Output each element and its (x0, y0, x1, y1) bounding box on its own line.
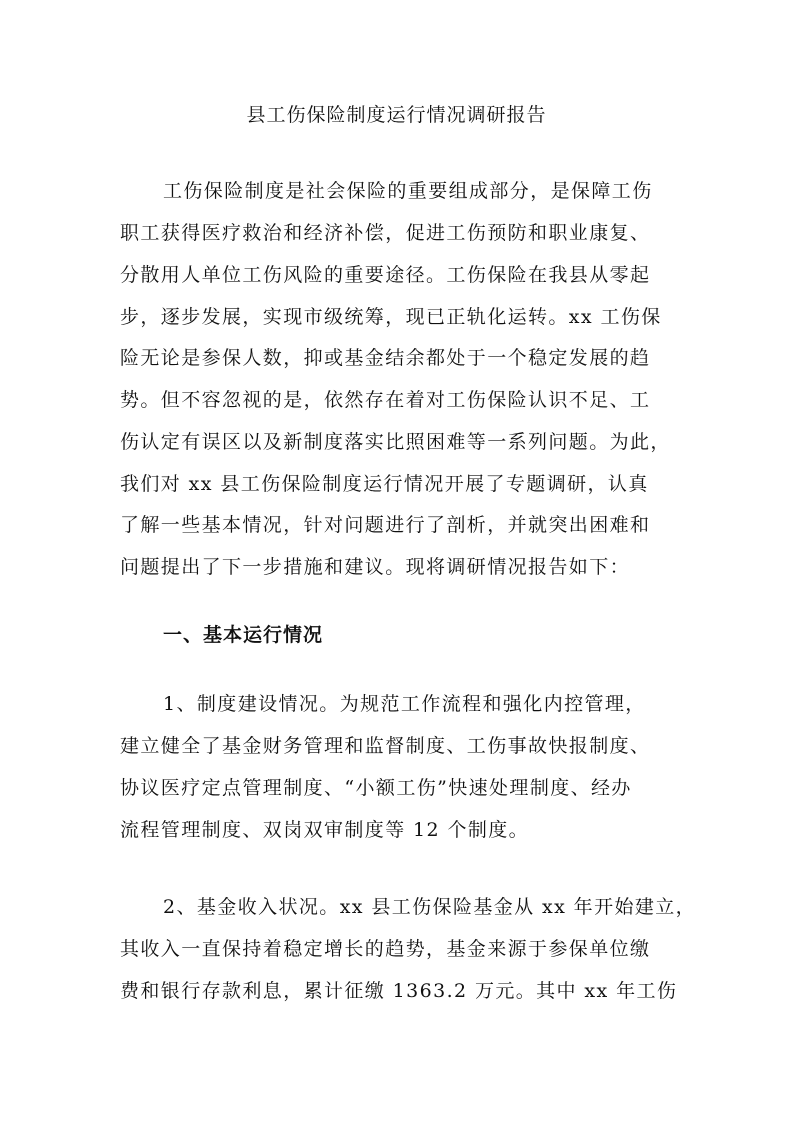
item1-line-4: 流程管理制度、双岗双审制度等 12 个制度。 (120, 819, 530, 841)
section-heading: 一、基本运行情况 (163, 624, 324, 646)
item1-line-3: 协议医疗定点管理制度、“小额工伤”快速处理制度、经办 (120, 777, 632, 799)
item1-line-1: 1、制度建设情况。为规范工作流程和强化内控管理， (163, 693, 646, 715)
intro-line-6: 势。但不容忽视的是，依然存在着对工伤保险认识不足、工 (120, 389, 651, 411)
intro-line-5: 险无论是参保人数，抑或基金结余都处于一个稳定发展的趋 (120, 347, 651, 369)
intro-line-2: 职工获得医疗救治和经济补偿，促进工伤预防和职业康复、 (120, 222, 651, 244)
item2-line-2: 其收入一直保持着稳定增长的趋势，基金来源于参保单位缴 (120, 938, 651, 960)
intro-line-3: 分散用人单位工伤风险的重要途径。工伤保险在我县从零起 (120, 264, 651, 286)
intro-line-10: 问题提出了下一步措施和建议。现将调研情况报告如下： (120, 556, 631, 578)
intro-line-8: 我们对 xx 县工伤保险制度运行情况开展了专题调研，认真 (120, 473, 649, 495)
intro-line-1: 工伤保险制度是社会保险的重要组成部分，是保障工伤 (163, 180, 653, 202)
item2-line-1: 2、基金收入状况。xx 县工伤保险基金从 xx 年开始建立， (163, 896, 697, 918)
document-title: 县工伤保险制度运行情况调研报告 (246, 104, 547, 126)
intro-line-7: 伤认定有误区以及新制度落实比照困难等一系列问题。为此， (120, 431, 671, 453)
intro-line-9: 了解一些基本情况，针对问题进行了剖析，并就突出困难和 (120, 514, 651, 536)
item1-line-2: 建立健全了基金财务管理和监督制度、工伤事故快报制度、 (120, 735, 651, 757)
item2-line-3: 费和银行存款利息，累计征缴 1363.2 万元。其中 xx 年工伤 (120, 980, 678, 1002)
intro-line-4: 步，逐步发展，实现市级统筹，现已正轨化运转。xx 工伤保 (120, 306, 662, 328)
